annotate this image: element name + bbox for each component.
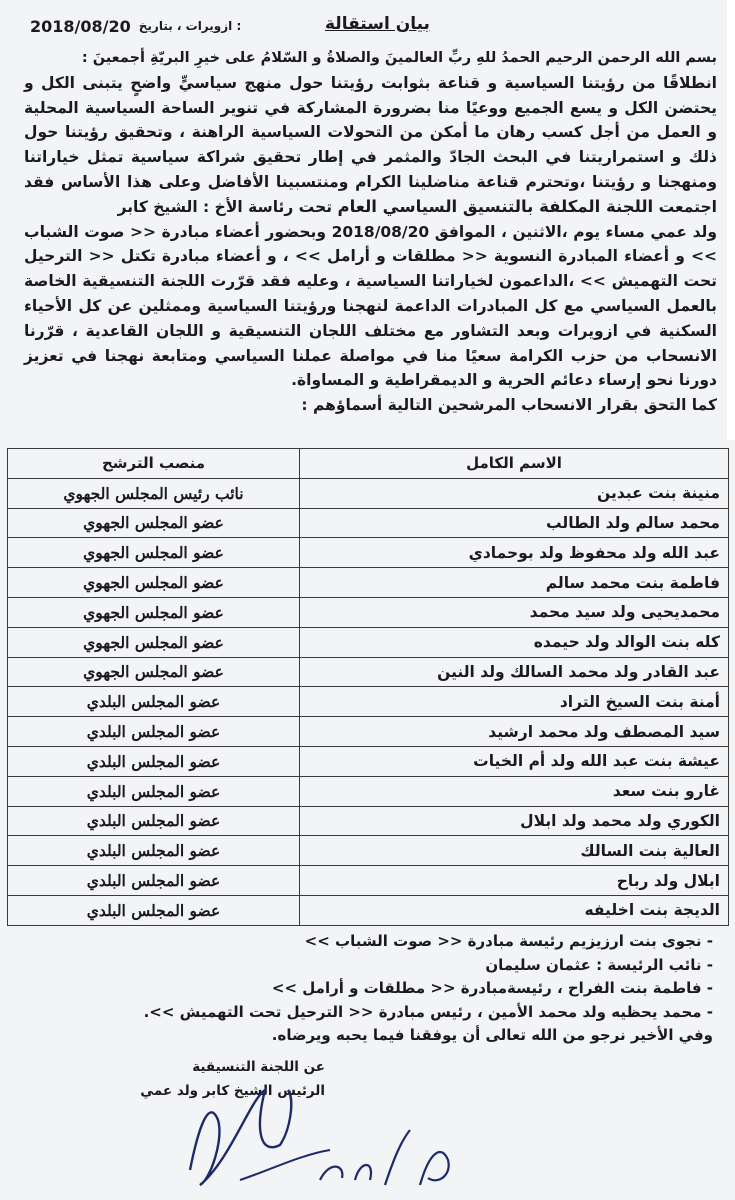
candidate-position: عضو المجلس البلدي <box>8 746 300 776</box>
candidate-name: فاطمة بنت محمد سالم <box>300 568 729 598</box>
candidates-table <box>7 448 729 926</box>
table-row <box>8 657 729 687</box>
candidate-position: عضو المجلس البلدي <box>8 687 300 717</box>
body-paragraph-3: كما التحق بقرار الانسحاب المرشحين التالية أسماؤهم : <box>301 396 717 415</box>
candidate-position: عضو المجلس الجهوي <box>8 568 300 598</box>
candidate-position: عضو المجلس الجهوي <box>8 597 300 627</box>
document-body <box>24 46 717 418</box>
table-row <box>8 508 729 538</box>
candidate-position: عضو المجلس الجهوي <box>8 657 300 687</box>
table-row <box>8 806 729 836</box>
candidate-position: عضو المجلس البلدي <box>8 717 300 747</box>
candidate-name: سيد المصطف ولد محمد ارشيد <box>300 717 729 747</box>
candidate-position: عضو المجلس الجهوي <box>8 508 300 538</box>
table-body <box>8 478 729 925</box>
table-row <box>8 746 729 776</box>
document-title: بيان استقالة <box>325 14 430 34</box>
candidate-name: كله بنت الوالد ولد حيمده <box>300 627 729 657</box>
column-header-position: منصب الترشح <box>8 449 300 479</box>
table-row <box>8 717 729 747</box>
candidate-name: محمد سالم ولد الطالب <box>300 508 729 538</box>
header-date: 2018/08/20 <box>30 16 131 36</box>
candidate-position: عضو المجلس البلدي <box>8 806 300 836</box>
committee-name: اللجنة المكلفة بالتنسيق السياسي العام <box>337 196 654 216</box>
candidate-position: عضو المجلس البلدي <box>8 836 300 866</box>
note-line: - نجوى بنت ارزيزيم رئيسة مبادرة << صوت الشباب >> <box>304 932 713 950</box>
candidate-position: عضو المجلس البلدي <box>8 866 300 896</box>
candidate-position: عضو المجلس البلدي <box>8 776 300 806</box>
candidate-name: ابلال ولد رباح <box>300 866 729 896</box>
body-paragraph-1-tail: تحت رئاسة الأخ : الشيخ كابر <box>117 197 333 216</box>
table-row <box>8 627 729 657</box>
table-row <box>8 597 729 627</box>
candidate-position: عضو المجلس البلدي <box>8 895 300 925</box>
table-row <box>8 866 729 896</box>
table-row <box>8 478 729 508</box>
candidate-name: أمنة بنت السيخ التراد <box>300 687 729 717</box>
note-line: - محمد يحظيه ولد محمد الأمين ، رئيس مبادرة << الترحيل تحت التهميش >>. <box>143 1002 713 1021</box>
candidate-name: الديجة بنت اخليفه <box>300 895 729 925</box>
header-date-prefix: ازويرات ، بتاريخ : <box>138 19 242 33</box>
table-row <box>8 538 729 568</box>
table-row <box>8 836 729 866</box>
table-row <box>8 895 729 925</box>
handwritten-signature <box>170 1060 490 1200</box>
candidate-name: عبد القادر ولد محمد السالك ولد النين <box>300 657 729 687</box>
candidate-name: عيشة بنت عبد الله ولد أم الخيات <box>300 746 729 776</box>
candidate-name: محمديحيى ولد سيد محمد <box>300 597 729 627</box>
signature-line-2: الرئيس الشيخ كابر ولد عمي <box>140 1083 325 1099</box>
candidate-name: العالية بنت السالك <box>300 836 729 866</box>
body-paragraph-1-text: انطلاقًا من رؤيتنا السياسية و قناعة بثوابت رؤيتنا حول منهج سياسيٍّ واضحٍ يتبنى الكل و يحتضن الكل و يسع الجميع ووعيًا منا بضرورة المشاركة في تنوير الساحة السياسية المحلية و العمل من أجل كسب رهان ما أمكن من التحولات السياسية الراهنة ، وتحقيق رؤيتنا حول ذلك و استمراريتنا في البحث الجادّ والمثمر في إطار تحقيق شراكة سياسية تمثل خياراتنا ومنهجنا و رؤيتنا ،وتحترم قناعة مناضلينا الكرام ومنتسبينا الأفاضل وعلى هذا الأساس فقد اجتمعت <box>24 73 717 216</box>
candidate-name: الكوري ولد محمد ولد ابلال <box>300 806 729 836</box>
notes-section <box>24 930 713 1048</box>
page-edge <box>727 0 735 440</box>
candidate-position: نائب رئيس المجلس الجهوي <box>8 478 300 508</box>
candidate-name: عبد الله ولد محفوظ ولد بوحمادي <box>300 538 729 568</box>
closing-line: وفي الأخير نرجو من الله تعالى أن يوفقنا فيما يحبه ويرضاه. <box>271 1026 713 1044</box>
candidate-name: غارو بنت سعد <box>300 776 729 806</box>
body-paragraph-1 <box>24 71 717 220</box>
note-line: - فاطمة بنت الفراح ، رئيسةمبادرة << مطلقات و أرامل >> <box>271 979 713 997</box>
candidate-name: منينة بنت عبدين <box>300 478 729 508</box>
table-row <box>8 687 729 717</box>
body-intro: بسم الله الرحمن الرحيم الحمدُ للهِ ربِّ العالمينَ والصلاةُ و السّلامُ على خيرِ البريّةِ أجمعينَ : <box>81 50 717 66</box>
body-paragraph-2: ولد عمي مساء يوم ،الاثنين ، الموافق 2018/08/20 وبحضور أعضاء مبادرة << صوت الشباب >> و أعضاء المبادرة النسوية << مطلقات و أرامل >> ، و أعضاء مبادرة تكتل << الترحيل تحت التهميش >> ،الداعمون لخياراتنا السياسية ، وعليه فقد قرّرت اللجنة التنسيقية الخاصة بالعمل السياسي مع كل المبادرات الداعمة لنهجنا ورؤيتنا السياسية وممثلين عن كل الأحياء السكنية في ازويرات وبعد التشاور مع مختلف اللجان التنسيقية و اللجان القاعدية ، قرّرنا الانسحاب من حزب الكرامة سعيًا منا في مواصلة عملنا السياسي ومتابعة نهجنا في تعزيز دورنا نحو إرساء دعائم الحرية و الديمقراطية و المساواة. <box>24 222 718 390</box>
note-line: - نائب الرئيسة : عثمان سليمان <box>485 955 713 974</box>
table-header-row <box>8 449 729 479</box>
candidate-position: عضو المجلس الجهوي <box>8 627 300 657</box>
signature-line-1: عن اللجنة التنسيقية <box>192 1059 325 1075</box>
header-date-line <box>30 17 241 36</box>
table-row <box>8 568 729 598</box>
column-header-name: الاسم الكامل <box>300 449 729 479</box>
candidate-position: عضو المجلس الجهوي <box>8 538 300 568</box>
table-row <box>8 776 729 806</box>
